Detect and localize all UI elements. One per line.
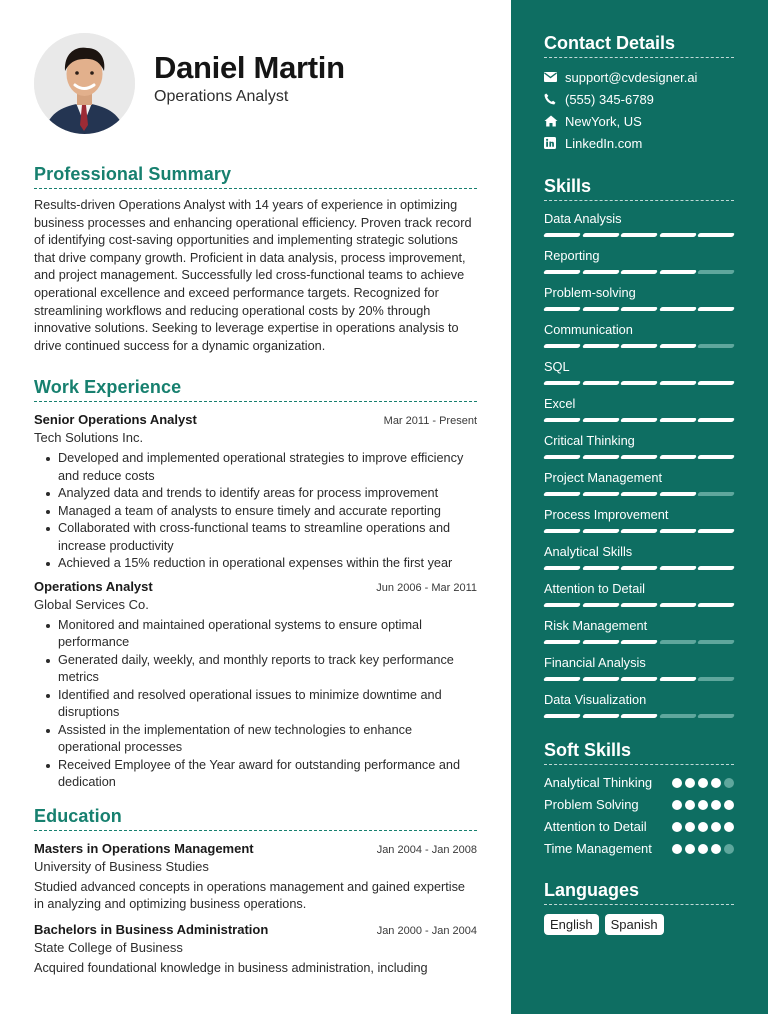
skill-name: Risk Management <box>544 618 648 633</box>
education-date: Jan 2004 - Jan 2008 <box>376 843 477 856</box>
skill-level-segment <box>697 307 734 311</box>
skill-level-segment <box>659 455 696 459</box>
rating-dot <box>711 822 721 832</box>
skill-level-bar <box>544 233 734 237</box>
skill-level-bar <box>544 455 734 459</box>
education-section <box>34 806 477 978</box>
skill-level-segment <box>697 381 734 385</box>
rating-dot <box>685 822 695 832</box>
skill-level-segment <box>659 233 696 237</box>
experience-section <box>34 377 477 792</box>
skill-level-segment <box>543 233 580 237</box>
skill-level-segment <box>697 603 734 607</box>
skill-name: Project Management <box>544 470 663 485</box>
rating-dot <box>724 822 734 832</box>
skill-level-segment <box>659 307 696 311</box>
job-entry <box>34 579 477 792</box>
skill-level-segment <box>620 603 657 607</box>
skill-level-bar <box>544 529 734 533</box>
skill-name: Critical Thinking <box>544 433 635 448</box>
skill-level-segment <box>582 381 619 385</box>
job-entry <box>34 412 477 573</box>
skill-level-segment <box>582 714 619 718</box>
experience-heading: Work Experience <box>34 377 477 402</box>
skill-level-bar <box>544 714 734 718</box>
skill-name: Attention to Detail <box>544 581 646 596</box>
skill-level-segment <box>659 344 696 348</box>
soft-skill-rating <box>672 800 734 810</box>
skill-level-segment <box>543 640 580 644</box>
skill-level-segment <box>543 344 580 348</box>
job-bullet: Identified and resolved operational issues to minimize downtime and disruptions <box>44 687 477 722</box>
rating-dot <box>672 844 682 854</box>
education-date: Jan 2000 - Jan 2004 <box>376 924 477 937</box>
contact-linkedin[interactable] <box>544 132 734 154</box>
job-bullet: Generated daily, weekly, and monthly reports to track key performance metrics <box>44 652 477 687</box>
summary-text: Results-driven Operations Analyst with 14 years of experience in optimizing business processes and enhancing operational efficiency. Proven track record of identifying cost-saving opportunities and implementing strategic solutions that drive company growth. Proficient in data analysis, process improvement, and project management. Successfully led cross-functional teams to achieve operational excellence and exceed performance targets. Recognized for streamlining workflows and reducing operational costs by 20% through innovative solutions. Seeking to leverage expertise in operations analysis to drive continued success for a dynamic organization. <box>34 198 472 353</box>
skill-level-bar <box>544 640 734 644</box>
contact-phone-text: (555) 345-6789 <box>565 91 654 107</box>
skill-level-bar <box>544 603 734 607</box>
skill-level-segment <box>582 603 619 607</box>
education-school: University of Business Studies <box>34 858 209 874</box>
job-company: Tech Solutions Inc. <box>34 430 144 446</box>
languages-list <box>544 914 734 935</box>
soft-skill-name: Attention to Detail <box>544 819 647 834</box>
education-description: Studied advanced concepts in operations management and gained expertise in analyzing and optimizing business operations. <box>34 879 465 912</box>
rating-dot <box>685 800 695 810</box>
summary-section <box>34 164 477 355</box>
languages-heading: Languages <box>544 880 734 905</box>
skill-level-segment <box>620 381 657 385</box>
contact-heading: Contact Details <box>544 33 734 58</box>
skill-level-segment <box>543 307 580 311</box>
skill-level-bar <box>544 344 734 348</box>
education-entry <box>34 922 477 978</box>
skill-level-segment <box>543 529 580 533</box>
job-date: Jun 2006 - Mar 2011 <box>376 581 477 594</box>
rating-dot <box>698 844 708 854</box>
sidebar <box>511 0 768 1014</box>
contact-location-text: NewYork, US <box>565 113 642 129</box>
job-bullet: Received Employee of the Year award for outstanding performance and dedication <box>44 757 477 792</box>
skill-level-bar <box>544 677 734 681</box>
job-header <box>34 579 477 594</box>
skill-name: Analytical Skills <box>544 544 633 559</box>
skill-level-segment <box>620 418 657 422</box>
skill-level-segment <box>697 455 734 459</box>
education-header <box>34 922 477 937</box>
skill-level-segment <box>697 529 734 533</box>
skill-level-bar <box>544 492 734 496</box>
skill-level-segment <box>582 455 619 459</box>
rating-dot <box>711 778 721 788</box>
rating-dot <box>672 800 682 810</box>
skills-list <box>544 211 734 718</box>
job-title: Senior Operations Analyst <box>34 412 197 428</box>
skill-level-segment <box>659 381 696 385</box>
soft-skill-row <box>544 840 734 858</box>
skill-level-bar <box>544 418 734 422</box>
job-bullet: Collaborated with cross-functional teams to streamline operations and increase productivity <box>44 520 477 555</box>
skill-level-segment <box>697 270 734 274</box>
profile-photo <box>34 33 135 134</box>
skill-level-segment <box>543 566 580 570</box>
skill-level-segment <box>582 529 619 533</box>
rating-dot <box>724 800 734 810</box>
skill-level-segment <box>620 307 657 311</box>
skill-level-segment <box>543 418 580 422</box>
job-bullet: Managed a team of analysts to ensure timely and accurate reporting <box>44 503 477 521</box>
rating-dot <box>685 778 695 788</box>
job-bullet: Developed and implemented operational strategies to improve efficiency and reduce costs <box>44 450 477 485</box>
rating-dot <box>711 844 721 854</box>
soft-skill-rating <box>672 844 734 854</box>
skill-level-segment <box>582 233 619 237</box>
contact-email[interactable] <box>544 66 734 88</box>
skill-name: Excel <box>544 396 576 411</box>
skill-level-segment <box>659 566 696 570</box>
skill-level-segment <box>620 566 657 570</box>
skill-level-segment <box>543 270 580 274</box>
contact-linkedin-text: LinkedIn.com <box>565 135 643 151</box>
job-bullets <box>44 450 477 573</box>
candidate-name: Daniel Martin <box>154 50 345 85</box>
rating-dot <box>698 800 708 810</box>
contact-list <box>544 66 734 154</box>
skill-level-segment <box>659 640 696 644</box>
skill-level-segment <box>620 270 657 274</box>
education-header <box>34 841 477 856</box>
rating-dot <box>672 822 682 832</box>
skill-level-segment <box>582 640 619 644</box>
candidate-title: Operations Analyst <box>154 88 289 105</box>
rating-dot <box>711 800 721 810</box>
soft-skill-name: Analytical Thinking <box>544 775 653 790</box>
envelope-icon <box>544 72 565 82</box>
rating-dot <box>672 778 682 788</box>
skill-level-segment <box>659 677 696 681</box>
skill-level-segment <box>620 640 657 644</box>
rating-dot <box>698 822 708 832</box>
skill-level-segment <box>697 492 734 496</box>
portrait-image <box>34 33 135 134</box>
skill-level-segment <box>620 233 657 237</box>
skill-level-segment <box>582 270 619 274</box>
soft-skill-row <box>544 774 734 792</box>
job-bullet: Analyzed data and trends to identify areas for process improvement <box>44 485 477 503</box>
skill-level-segment <box>543 677 580 681</box>
skill-level-segment <box>697 418 734 422</box>
skill-level-segment <box>620 492 657 496</box>
skill-level-bar <box>544 381 734 385</box>
skill-name: Data Analysis <box>544 211 622 226</box>
job-title: Operations Analyst <box>34 578 153 594</box>
soft-skill-row <box>544 796 734 814</box>
skill-level-segment <box>697 233 734 237</box>
job-header <box>34 412 477 427</box>
home-icon <box>544 115 565 127</box>
skill-level-segment <box>620 714 657 718</box>
rating-dot <box>724 778 734 788</box>
skill-level-bar <box>544 566 734 570</box>
contact-phone[interactable] <box>544 88 734 110</box>
skill-level-segment <box>543 603 580 607</box>
summary-heading: Professional Summary <box>34 164 477 189</box>
skill-level-segment <box>582 344 619 348</box>
skill-name: Problem-solving <box>544 285 636 300</box>
skill-level-segment <box>582 677 619 681</box>
job-bullet: Monitored and maintained operational systems to ensure optimal performance <box>44 617 477 652</box>
skill-level-segment <box>543 714 580 718</box>
job-list <box>34 412 477 792</box>
skill-level-segment <box>543 455 580 459</box>
skill-level-segment <box>582 566 619 570</box>
skill-level-segment <box>659 418 696 422</box>
education-degree: Masters in Operations Management <box>34 840 254 856</box>
education-heading: Education <box>34 806 477 831</box>
skill-name: Financial Analysis <box>544 655 646 670</box>
skill-name: Process Improvement <box>544 507 669 522</box>
contact-location <box>544 110 734 132</box>
skill-level-segment <box>697 344 734 348</box>
job-bullets <box>44 617 477 792</box>
skill-name: SQL <box>544 359 570 374</box>
skill-level-segment <box>659 492 696 496</box>
skill-level-segment <box>659 270 696 274</box>
contact-email-text: support@cvdesigner.ai <box>565 69 698 85</box>
skill-level-segment <box>697 640 734 644</box>
education-degree: Bachelors in Business Administration <box>34 921 269 937</box>
skill-level-segment <box>582 418 619 422</box>
soft-skill-row <box>544 818 734 836</box>
skill-level-bar <box>544 270 734 274</box>
skill-level-segment <box>697 714 734 718</box>
skill-level-segment <box>697 566 734 570</box>
soft-skill-name: Problem Solving <box>544 797 639 812</box>
skill-level-segment <box>620 677 657 681</box>
soft-skills-heading: Soft Skills <box>544 740 734 765</box>
skill-level-segment <box>620 455 657 459</box>
skills-heading: Skills <box>544 176 734 201</box>
skill-level-bar <box>544 307 734 311</box>
skill-level-segment <box>697 677 734 681</box>
skill-name: Data Visualization <box>544 692 647 707</box>
soft-skill-name: Time Management <box>544 841 652 856</box>
skill-name: Communication <box>544 322 633 337</box>
rating-dot <box>698 778 708 788</box>
phone-icon <box>544 93 565 105</box>
language-chip: Spanish <box>605 914 664 935</box>
soft-skills-list <box>544 774 734 858</box>
skill-level-segment <box>620 529 657 533</box>
resume-header <box>34 0 477 150</box>
linkedin-icon <box>544 137 565 149</box>
skill-level-segment <box>543 492 580 496</box>
rating-dot <box>724 844 734 854</box>
job-date: Mar 2011 - Present <box>383 415 477 428</box>
education-entry <box>34 841 477 914</box>
skill-level-segment <box>659 603 696 607</box>
education-list <box>34 841 477 978</box>
skill-level-segment <box>659 714 696 718</box>
soft-skill-rating <box>672 778 734 788</box>
soft-skill-rating <box>672 822 734 832</box>
job-bullet: Achieved a 15% reduction in operational expenses within the first year <box>44 555 477 573</box>
skill-level-segment <box>582 307 619 311</box>
skill-name: Reporting <box>544 248 600 263</box>
job-company: Global Services Co. <box>34 596 149 612</box>
skill-level-segment <box>543 381 580 385</box>
education-school: State College of Business <box>34 939 183 955</box>
rating-dot <box>685 844 695 854</box>
skill-level-segment <box>582 492 619 496</box>
job-bullet: Assisted in the implementation of new technologies to enhance operational processes <box>44 722 477 757</box>
education-description: Acquired foundational knowledge in business administration, including <box>34 960 428 975</box>
language-chip: English <box>544 914 599 935</box>
skill-level-segment <box>620 344 657 348</box>
skill-level-segment <box>659 529 696 533</box>
